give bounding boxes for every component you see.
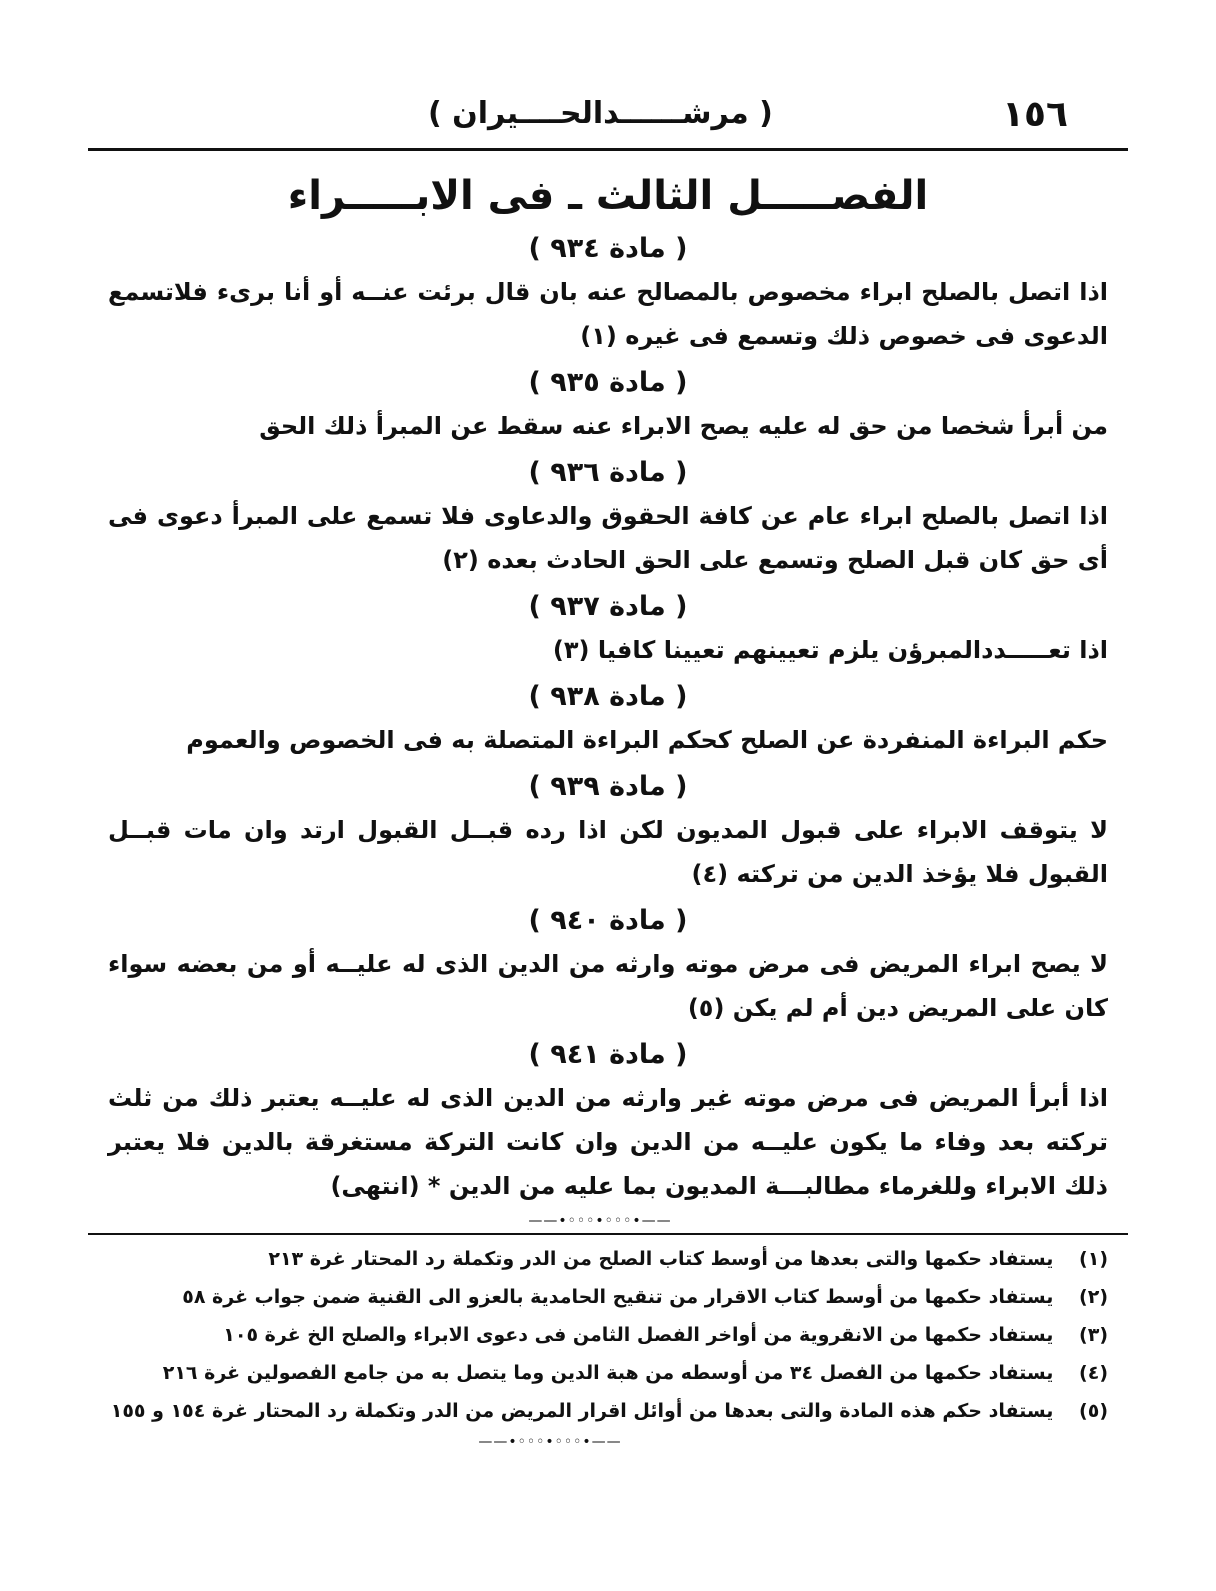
article: [108, 900, 1108, 1030]
header-rule: [88, 148, 1128, 151]
chapter-title: الفصـــــل الثالث ـ فى الابـــــراء: [287, 173, 929, 219]
footnote-marker: (٣): [1079, 1324, 1108, 1346]
page-header: [88, 92, 1128, 148]
article: [108, 1034, 1108, 1208]
page-number: ١٥٦: [1002, 94, 1068, 135]
article-text: اذا أبرأ المريض فى مرض موته غير وارثه من الدين الذى له عليــه يعتبر ذلك من ثلث تركته بعد وفاء ما يكون عليــه من الدين وان كانت التركة مستغرقة بالدين فلا يعتبر ذلك الابراء وللغرماء مطالبـــة المديون بما عليه من الدين * (انتهى): [108, 1084, 1108, 1200]
article: [108, 586, 1108, 672]
article-heading: ( مادة ٩٣٧ ): [528, 591, 688, 622]
article-text: اذا تعـــــددالمبرؤن يلزم تعيينهم تعيينا كافيا (٣): [552, 636, 1108, 664]
footnote-marker: (٥): [1079, 1400, 1108, 1422]
article-heading: ( مادة ٩٣٩ ): [528, 771, 688, 802]
article: [108, 362, 1108, 448]
footnote: [108, 1354, 1108, 1392]
article: [108, 228, 1108, 358]
articles-body: [108, 228, 1108, 1212]
article-text: لا يتوقف الابراء على قبول المديون لكن اذا رده قبــل القبول ارتد وان مات قبــل القبول فلا يؤخذ الدين من تركته (٤): [108, 816, 1108, 888]
article-heading: ( مادة ٩٣٥ ): [528, 367, 688, 398]
footnote-text: يستفاد حكمها من الانقروية من أواخر الفصل الثامن فى دعوى الابراء والصلح الخ غرة ١٠٥: [223, 1324, 1054, 1346]
article-heading: ( مادة ٩٣٦ ): [528, 457, 688, 488]
end-ornament: ——•◦◦◦•◦◦◦•——: [528, 1213, 672, 1229]
article-heading: ( مادة ٩٣٨ ): [528, 681, 688, 712]
footnote: [108, 1240, 1108, 1278]
footnote-marker: (٤): [1079, 1362, 1108, 1384]
footnote: [108, 1392, 1108, 1430]
footnote-marker: (٢): [1079, 1286, 1108, 1308]
footnote: [108, 1278, 1108, 1316]
running-title: ( مرشــــــدالحــــيران ): [428, 96, 773, 131]
article: [108, 676, 1108, 762]
article: [108, 452, 1108, 582]
article: [108, 766, 1108, 896]
article-heading: ( مادة ٩٤٠ ): [528, 905, 688, 936]
footnote-rule: [88, 1233, 1128, 1235]
footnote-text: يستفاد حكمها من أوسط كتاب الاقرار من تنقيح الحامدية بالعزو الى القنية ضمن جواب غرة ٥٨: [182, 1286, 1054, 1308]
article-text: اذا اتصل بالصلح ابراء مخصوص بالمصالح عنه بان قال برئت عنــه أو أنا برىء فلاتسمع الدعوى فى خصوص ذلك وتسمع فى غيره (١): [108, 278, 1108, 350]
bottom-ornament: ——•◦◦◦•◦◦◦•——: [478, 1434, 622, 1450]
article-text: من أبرأ شخصا من حق له عليه يصح الابراء عنه سقط عن المبرأ ذلك الحق: [259, 412, 1108, 440]
footnote-text: يستفاد حكمها من الفصل ٣٤ من أوسطه من هبة الدين وما يتصل به من جامع الفصولين غرة ٢١٦: [162, 1362, 1054, 1384]
article-heading: ( مادة ٩٤١ ): [528, 1039, 688, 1070]
footnote-text: يستفاد حكمها والتى بعدها من أوسط كتاب الصلح من الدر وتكملة رد المحتار غرة ٢١٣: [268, 1248, 1054, 1270]
footnote-text: يستفاد حكم هذه المادة والتى بعدها من أوائل اقرار المريض من الدر وتكملة رد المحتار غرة ١٥٤ و ١٥٥: [110, 1400, 1054, 1422]
article-text: لا يصح ابراء المريض فى مرض موته وارثه من الدين الذى له عليــه أو من بعضه سواء كان على المريض دين أم لم يكن (٥): [108, 950, 1108, 1022]
footnote-marker: (١): [1079, 1248, 1108, 1270]
article-text: اذا اتصل بالصلح ابراء عام عن كافة الحقوق والدعاوى فلا تسمع على المبرأ دعوى فى أى حق كان قبل الصلح وتسمع على الحق الحادث بعده (٢): [108, 502, 1108, 574]
footnote: [108, 1316, 1108, 1354]
footnotes: [108, 1240, 1108, 1430]
article-text: حكم البراءة المنفردة عن الصلح كحكم البراءة المتصلة به فى الخصوص والعموم: [186, 726, 1108, 754]
article-heading: ( مادة ٩٣٤ ): [528, 233, 688, 264]
